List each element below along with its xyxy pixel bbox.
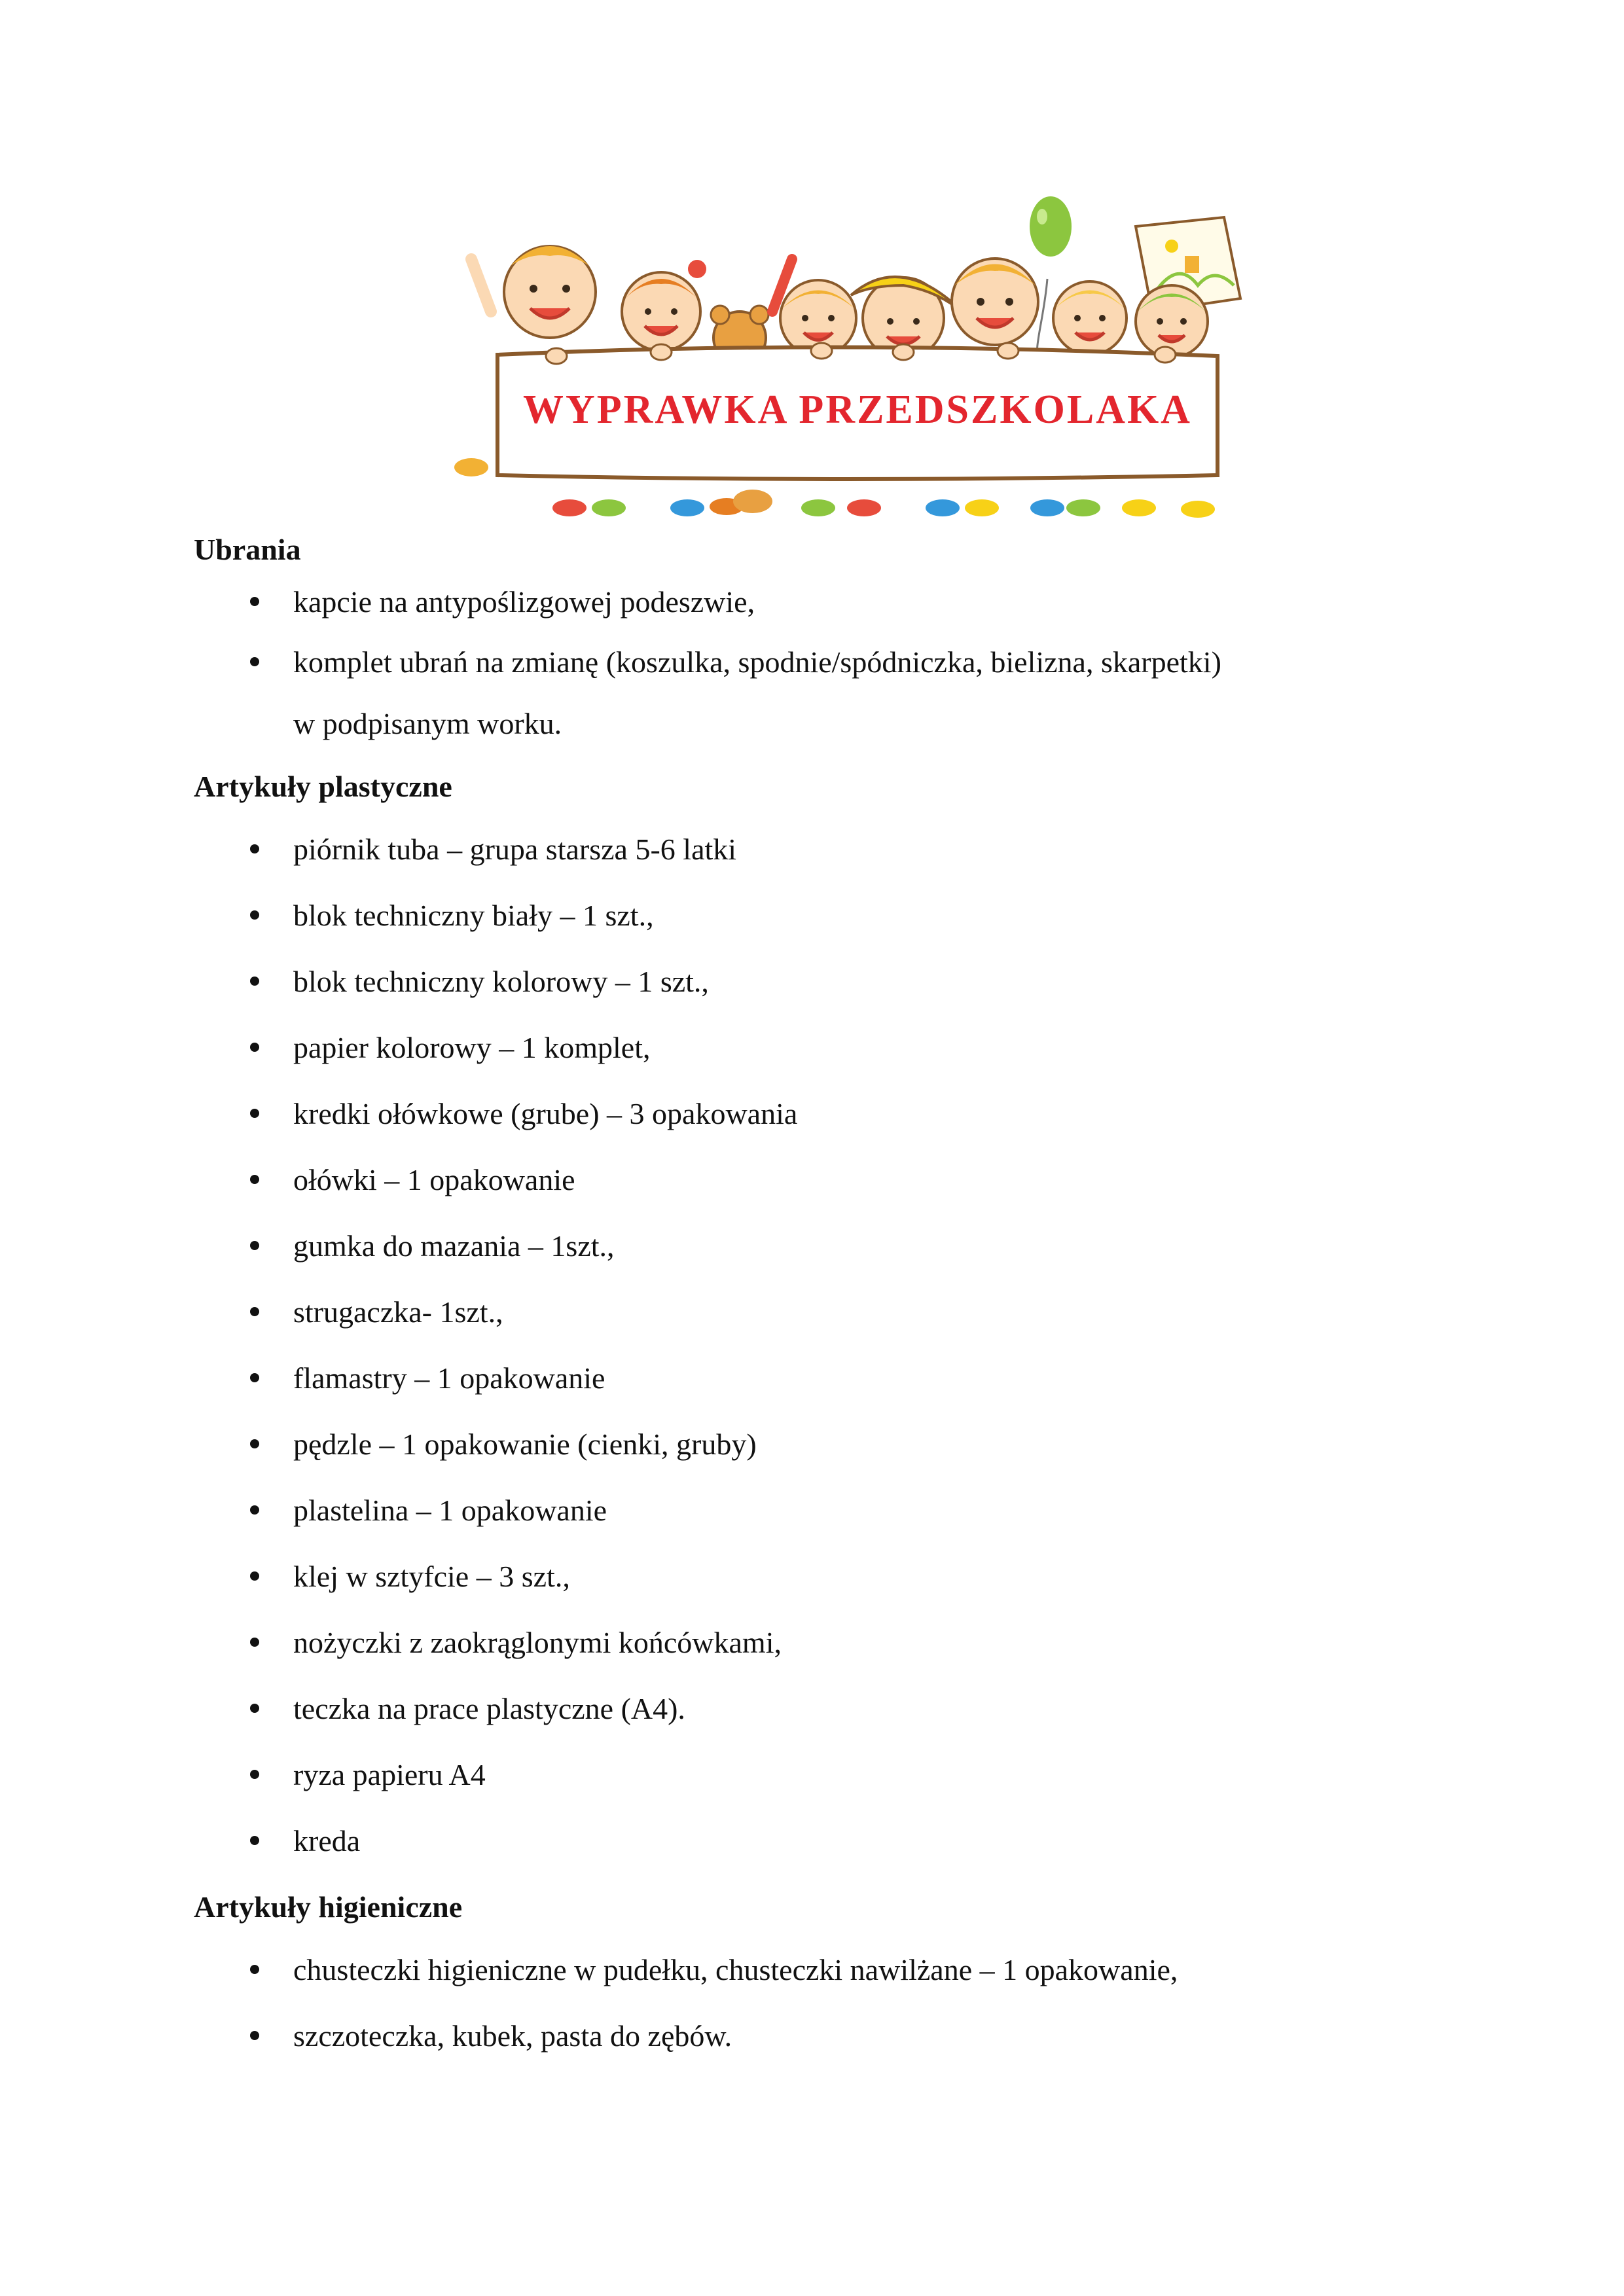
list-item: kreda [194, 1823, 1437, 1859]
bullet-icon [250, 1241, 259, 1250]
bullet-icon [250, 1571, 259, 1581]
list-item: blok techniczny kolorowy – 1 szt., [194, 963, 1437, 1000]
bullet-icon [250, 1836, 259, 1845]
list-item: nożyczki z zaokrąglonymi końcówkami, [194, 1624, 1437, 1661]
list-item: kapcie na antypoślizgowej podeszwie, [194, 584, 1437, 620]
bullet-icon [250, 1965, 259, 1974]
list-art [194, 831, 1437, 1859]
list-item: papier kolorowy – 1 komplet, [194, 1030, 1437, 1066]
document-body [194, 531, 1437, 2084]
bullet-icon [250, 1704, 259, 1713]
bullet-icon [250, 910, 259, 920]
list-item-continuation: w podpisanym worku. [293, 707, 562, 740]
list-hygiene [194, 1952, 1437, 2054]
list-item: teczka na prace plastyczne (A4). [194, 1691, 1437, 1727]
list-item: blok techniczny biały – 1 szt., [194, 897, 1437, 934]
list-item: strugaczka- 1szt., [194, 1294, 1437, 1331]
bullet-icon [250, 1307, 259, 1316]
bullet-icon [250, 657, 259, 666]
list-item: komplet ubrań na zmianę (koszulka, spodnie/spódniczka, bielizna, skarpetki) w podpisanym worku. [194, 644, 1437, 742]
bullet-icon [250, 1770, 259, 1779]
list-item: klej w sztyfcie – 3 szt., [194, 1558, 1437, 1595]
list-item: szczoteczka, kubek, pasta do zębów. [194, 2018, 1437, 2054]
bullet-icon [250, 977, 259, 986]
bullet-icon [250, 597, 259, 606]
bullet-icon [250, 1043, 259, 1052]
bullet-icon [250, 1505, 259, 1515]
list-item: chusteczki higieniczne w pudełku, chusteczki nawilżane – 1 opakowanie, [194, 1952, 1437, 1988]
list-item: pędzle – 1 opakowanie (cienki, gruby) [194, 1426, 1437, 1463]
list-item: kredki ołówkowe (grube) – 3 opakowania [194, 1096, 1437, 1132]
bullet-icon [250, 1109, 259, 1118]
section-heading-art: Artykuły plastyczne [194, 770, 452, 803]
signboard [497, 343, 1218, 479]
list-clothes [194, 584, 1437, 742]
list-item: gumka do mazania – 1szt., [194, 1228, 1437, 1265]
section-heading-clothes: Ubrania [194, 533, 301, 566]
bullet-icon [250, 2031, 259, 2040]
section-heading-hygiene: Artykuły higieniczne [194, 1890, 463, 1924]
list-item: piórnik tuba – grupa starsza 5-6 latki [194, 831, 1437, 868]
list-item: ryza papieru A4 [194, 1757, 1437, 1793]
bullet-icon [250, 844, 259, 853]
list-item: flamastry – 1 opakowanie [194, 1360, 1437, 1397]
bullet-icon [250, 1175, 259, 1184]
wyprawka-banner [445, 187, 1263, 521]
list-item: plastelina – 1 opakowanie [194, 1492, 1437, 1529]
bullet-icon [250, 1638, 259, 1647]
list-item: ołówki – 1 opakowanie [194, 1162, 1437, 1198]
banner-title: WYPRAWKA PRZEDSZKOLAKA [523, 387, 1192, 432]
bullet-icon [250, 1439, 259, 1448]
bullet-icon [250, 1373, 259, 1382]
